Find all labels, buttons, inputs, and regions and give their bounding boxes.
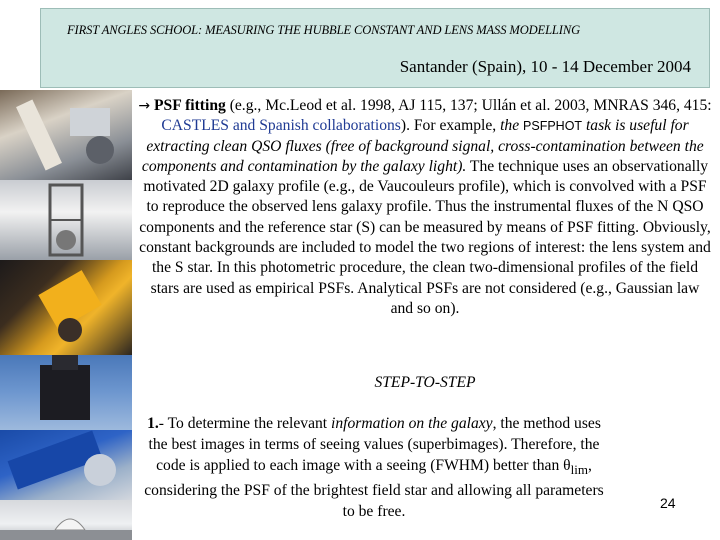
psf-fitting-heading: PSF fitting (154, 97, 226, 114)
telescope-dome-photo (0, 90, 132, 180)
header-subtitle: Santander (Spain), 10 - 14 December 2004 (399, 57, 691, 76)
header-banner (40, 8, 710, 88)
telescope-blue-photo (0, 355, 132, 430)
psf-fitting-paragraph: → PSF fitting (e.g., Mc.Leod et al. 1998, AJ 115, 137; Ullán et al. 2003, MNRAS 346, 415: CASTLES and Spanish collaborations). For example, the PSFPHOT task is useful for extracting clean QSO fluxes (free of background signal, cross-contamination between the components and contamination by the galaxy light). The technique uses an observationally motivated 2D galaxy profile (e.g., de Vaucouleurs profile), which is convolved with a PSF to reproduce the observed lens galaxy profile. Thus the instrumental fluxes of the N QSO components and the reference star (S) can be measured by means of PSF fitting. Obviously, constant backgrounds are included to model the two regions of interest: the lens system and the S star. In this photometric procedure, the clean two-dimensional profiles of the field stars are used as empirical PSFs. Analytical PSFs are not considered (e.g., Gaussian law and so on). (138, 97, 712, 317)
telescope-structure-photo (0, 180, 132, 260)
telescope-blue-closeup-photo (0, 430, 132, 500)
telescope-yellow-photo (0, 260, 132, 355)
psfphot-code: PSFPHOT (523, 119, 583, 134)
theta-symbol: θ (563, 457, 571, 474)
header-title: FIRST ANGLES SCHOOL: MEASURING THE HUBBLE CONSTANT AND LENS MASS MODELLING (67, 23, 581, 37)
castles-link[interactable]: CASTLES and Spanish collaborations (161, 117, 401, 135)
arrow-icon: → (138, 98, 151, 114)
observatory-photo (0, 500, 132, 540)
step-to-step-title: STEP-TO-STEP (374, 374, 476, 391)
page-number: 24 (660, 495, 676, 511)
step-1-paragraph: 1.- To determine the relevant information on the galaxy, the method uses the best images in terms of seeing values (superbimages). Therefore, the code is applied to each image with a seeing (FWHM) better than $\theta_{lim}$, considering the PSF of the brightest field star and allowing all parameters to be free. (144, 415, 604, 521)
telescope-photo-strip (0, 90, 132, 540)
